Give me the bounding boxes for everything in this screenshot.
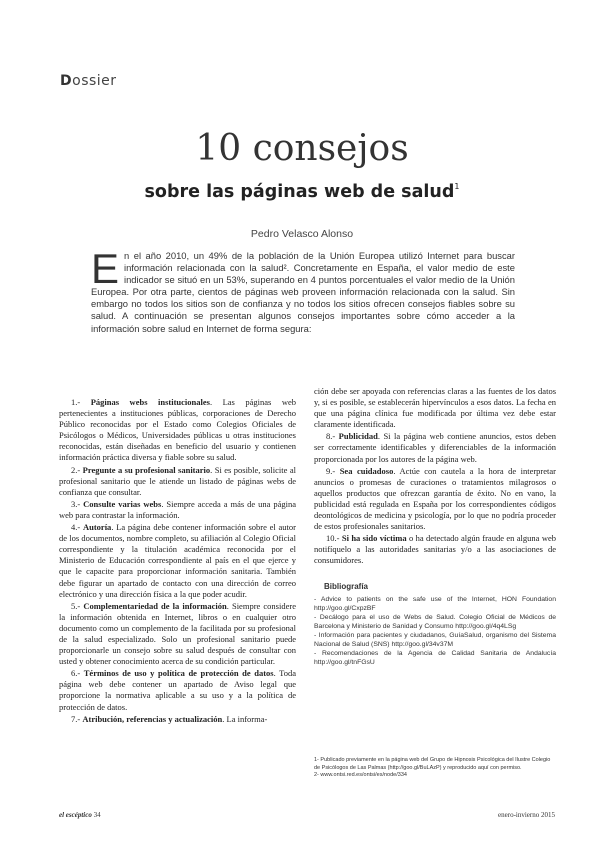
author-name: Pedro Velasco Alonso bbox=[250, 228, 354, 240]
footnote: 1- Publicado previamente en la página web del Grupo de Hipnosis Psicológica del Ilustre Colegio de Psicólogos de Las Palmas (http://goo.gl/BuLAzP) y reproducido aquí con permiso. bbox=[314, 757, 551, 771]
footnote: 2- www.ontsi.red.es/ontsi/es/node/334 bbox=[314, 772, 407, 778]
tip-item: 2.- Pregunte a su profesional sanitario. Si es posible, solicite al profesional sanitario que le atiende un listado de páginas webs de confianza que consultar. bbox=[59, 464, 296, 497]
tip-item: 4.- Autoría. La página debe contener información sobre el autor de los documentos, nombre completo, su afiliación al Colegio Oficial correspondiente y la titulación académica reconocida por el Ministerio de Educación correspondiente al país en el que ejerce y que le capacite para proporcionar información sanitaria. También debe figurar un apartado de contacto con una dirección de correo electrónico y una dirección física a la que poder acudir. bbox=[59, 522, 296, 599]
intro-paragraph: En el año 2010, un 49% de la población de la Unión Europea utilizó Internet para buscar información relacionada con la salud². Concretamente en España, el valor medio de este indicador se situó en un 53%, superando en 4 puntos porcentuales el valor medio de la Unión Europea. Por otra parte, cientos de páginas web proveen información relacionada con la salud. Sin embargo no todos los sitios son de confianza y no todos los sitios ofrecen consejos fiables sobre su salud. A continuación se presentan algunos consejos importantes sobre cómo acceder a la información sobre salud en Internet de forma segura: bbox=[91, 245, 515, 334]
bibliography-list bbox=[314, 595, 556, 667]
publication-name: el escéptico bbox=[59, 811, 92, 819]
tip-item: 7.- Atribución, referencias y actualización. La informa- bbox=[71, 713, 268, 724]
footnote-marker: 1 bbox=[454, 182, 460, 191]
bibliography-heading: Bibliografía bbox=[324, 581, 369, 591]
tip-item: 9.- Sea cuidadoso. Actúe con cautela a la hora de interpretar anuncios o promesas de curaciones o tratamientos milagrosos o aquellos productos que ofrezcan garantía de éxito. No en vano, la publicidad está regulada en España por los correspondientes códigos deontológicos de medicina y psicología, por lo que no podría proceder de estos profesionales sanitarios. bbox=[314, 465, 556, 532]
tip-item: 8.- Publicidad. Si la página web contiene anuncios, estos deben ser correctamente identificables y diferenciables de la información proporcionada por los autores de la página web. bbox=[314, 431, 556, 464]
footnotes bbox=[314, 757, 556, 780]
bibliography-item: - Información para pacientes y ciudadanos, GuíaSalud, organismo del Sistema Nacional de Salud (SNS) http://goo.gl/34v37M bbox=[314, 631, 556, 648]
tip-continuation: ción debe ser apoyada con referencias claras a las fuentes de los datos y, si es posible, se establecerán hipervínculos a esos datos. La fecha en que una página clínica fue modificada por última vez debe estar claramente identificada. bbox=[314, 386, 556, 430]
page-number: 34 bbox=[93, 811, 101, 819]
bibliography-item: - Decálogo para el uso de Webs de Salud. Colegio Oficial de Médicos de Barcelona y Ministerio de Sanidad y Consumo http://goo.gl/4q4LSg bbox=[314, 613, 556, 630]
section-label: Dossier bbox=[60, 73, 117, 89]
tip-item: 10.- Si ha sido víctima o ha detectado algún fraude en alguna web notifíquelo a las autoridades sanitarias y/o a las asociaciones de consumidores. bbox=[314, 533, 556, 566]
tip-item: 3.- Consulte varias webs. Siempre acceda a más de una página web para contrastar la información. bbox=[59, 498, 296, 520]
right-column bbox=[314, 386, 556, 667]
bibliography-item: - Advice to patients on the safe use of the Internet, HON Foundation http://goo.gl/CxpzBF bbox=[314, 595, 556, 612]
bibliography-item: - Recomendaciones de la Agencia de Calidad Sanitaria de Andalucía http://goo.gl/tnFGsU bbox=[314, 649, 556, 666]
left-column bbox=[59, 397, 296, 726]
footer-issue: enero-invierno 2015 bbox=[498, 811, 555, 819]
tip-item: 6.- Términos de uso y política de protección de datos. Toda página web debe contener un apartado de Aviso legal que proporcione la normativa aplicable a su uso y a la política de protección de datos. bbox=[59, 668, 296, 712]
article-title: 10 consejos bbox=[195, 128, 409, 169]
tip-item: 1.- Páginas webs institucionales. Las páginas web pertenecientes a instituciones públicas, corporaciones de Derecho Público reconocidas por el Estado como Colegios Oficiales de Psicólogos o Médicos, Universidades públicas u otras instituciones reconocidas, están diseñadas en beneficio del usuario y contienen información práctica diversa y fiable sobre su salud. bbox=[59, 397, 296, 463]
footer-publication bbox=[59, 811, 101, 819]
article-subtitle: sobre las páginas web de salud$^1$ bbox=[144, 182, 460, 202]
tip-item: 5.- Complementariedad de la información. Siempre considere la información obtenida en Internet, libros o en cualquier otro documento como un complemento de la facilitada por su profesional de la salud especializado. Solo un profesional sanitario puede proporcionarle un consejo sobre su salud después de consultar con usted y obtener conocimiento acerca de su condición particular. bbox=[59, 600, 296, 667]
drop-cap: E bbox=[91, 245, 120, 292]
